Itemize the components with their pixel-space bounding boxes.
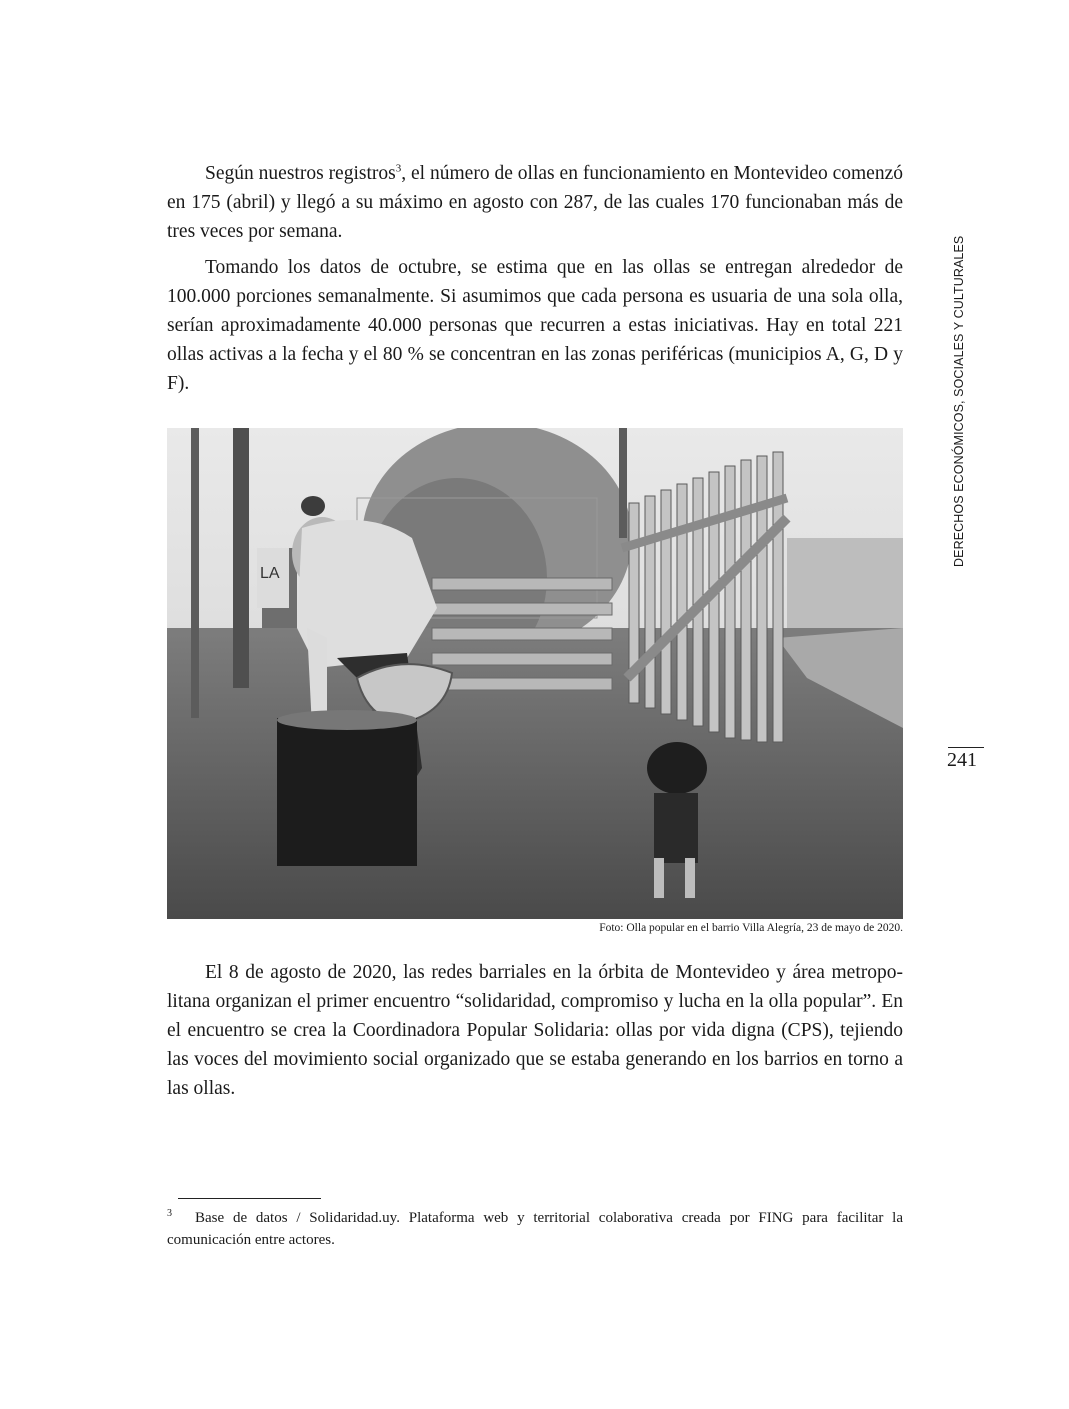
paragraph-text: , el número de ollas en funcionamiento en Montevideo comenzó en 175 (abril) y llegó a su máximo en agosto con 287, de las cuales 170 funcionaban más de tres veces por semana.: [167, 163, 903, 242]
paragraph-text: Según nuestros registros: [205, 163, 396, 184]
page-number-rule: [948, 747, 984, 748]
photo-olla-popular: [167, 428, 903, 919]
body-paragraph-1: [167, 159, 903, 246]
footnote-text: Base de datos / Solidaridad.uy. Plataforma web y territorial colaborativa creada por FING para facilitar la comunicación entre actores.: [167, 1210, 903, 1248]
running-head: DERECHOS ECONÓMICOS, SOCIALES Y CULTURALES: [952, 235, 966, 567]
footnote-reference[interactable]: 3: [395, 162, 402, 175]
figure-caption: Foto: Olla popular en el barrio Villa Alegría, 23 de mayo de 2020.: [599, 922, 903, 934]
body-paragraph-2: Tomando los datos de octubre, se estima que en las ollas se entregan alrededor de 100.000 porciones semanalmente. Si asumimos que cada persona es usuaria de una sola olla, serían aproximadamente 40.000 personas que recurren a estas iniciativas. Hay en total 221 ollas activas a la fecha y el 80 % se concentran en las zonas periféricas (municipios A, G, D y F).: [167, 257, 903, 394]
footnote: 3 Base de datos / Solidaridad.uy. Plataforma web y territorial colaborativa creada por FING para facilitar la comunicación entre actores.: [167, 1208, 903, 1248]
sign-text: LA: [260, 565, 280, 582]
page-number: 241: [947, 749, 977, 771]
body-paragraph-3: El 8 de agosto de 2020, las redes barriales en la órbita de Montevideo y área metropolitana organizan el primer encuentro “solidaridad, compromiso y lucha en la olla popular”. En el encuentro se crea la Coordinadora Popular Solidaria: ollas por vida digna (CPS), tejiendo las voces del movimiento social organizado que se estaba generando en los barrios en torno a las ollas.: [167, 962, 903, 1099]
footnote-separator: [178, 1198, 321, 1199]
